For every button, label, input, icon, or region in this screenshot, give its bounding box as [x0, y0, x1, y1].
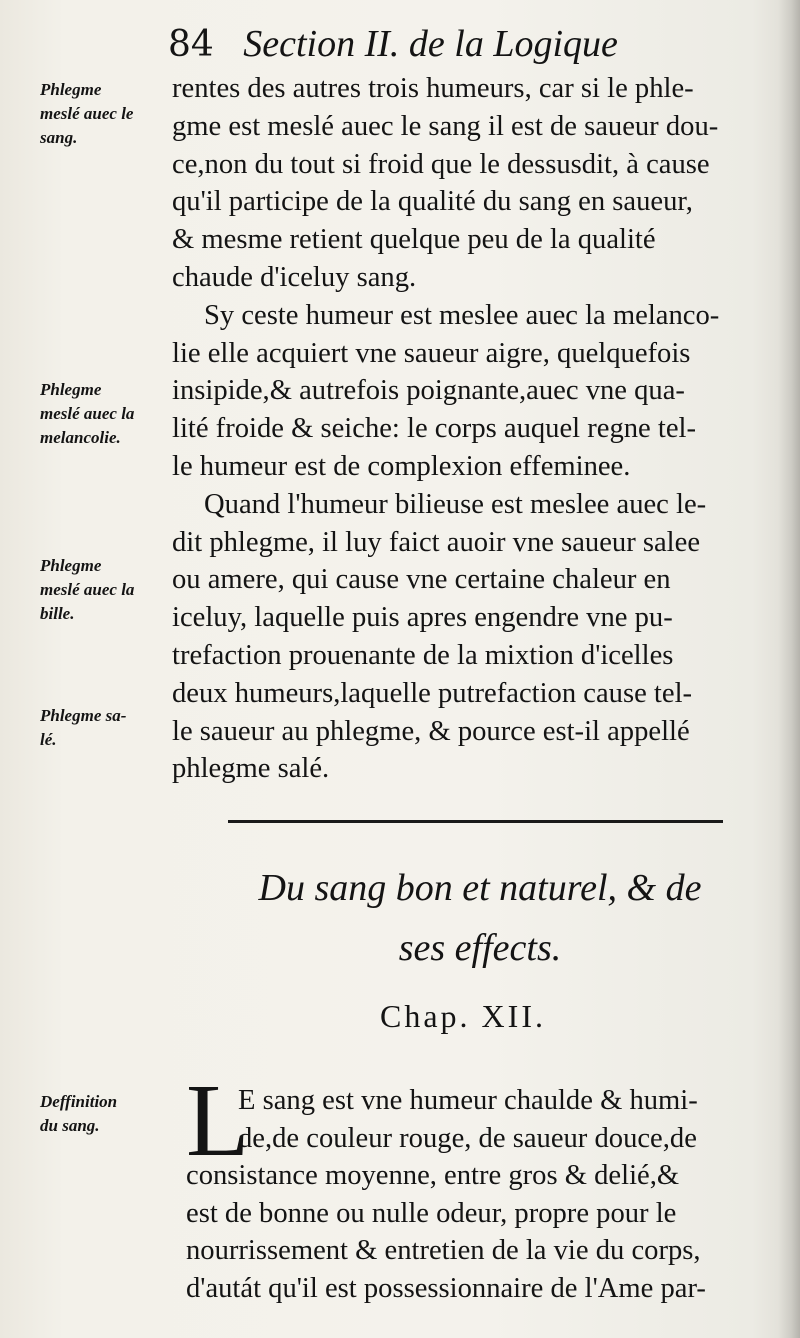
margin-note-line: sang. [40, 128, 78, 147]
chapter-number: Chap. XII. [380, 998, 546, 1034]
margin-note-line: melancolie. [40, 428, 121, 447]
text-line: ce,non du tout si froid que le dessusdit, à cause [172, 148, 710, 180]
margin-note-line: Phlegme [40, 80, 102, 99]
margin-note-line: Phlegme [40, 556, 102, 575]
text-line: trefaction prouenante de la mixtion d'icelles [172, 639, 674, 671]
chapter-body [186, 1082, 776, 1307]
text-line: Quand l'humeur bilieuse est meslee auec le- [204, 488, 707, 520]
text-line: chaude d'iceluy sang. [172, 261, 417, 293]
text-line: ou amere, qui cause vne certaine chaleur en [172, 564, 671, 596]
text-line: nourrissement & entretien de la vie du corps, [186, 1235, 701, 1266]
text-line: insipide,& autrefois poignante,auec vne qua- [172, 375, 685, 407]
page-number: 84 [168, 24, 214, 65]
text-line: rentes des autres trois humeurs, car si le phle- [172, 73, 694, 104]
margin-note-line: Phlegme [40, 380, 102, 399]
section-divider [228, 820, 723, 823]
text-line: iceluy, laquelle puis apres engendre vne pu- [172, 602, 673, 634]
margin-note-line: Deffinition [40, 1092, 118, 1111]
margin-note-phlegme-melancolie [40, 378, 134, 450]
text-line: consistance moyenne, entre gros & delié,& [186, 1160, 680, 1191]
margin-note-line: Phlegme sa- [40, 706, 127, 725]
text-line: est de bonne ou nulle odeur, propre pour le [186, 1197, 677, 1229]
margin-note-line: meslé auec la [40, 580, 135, 599]
margin-note-phlegme-sang [40, 78, 133, 150]
text-line: de,de couleur rouge, de saueur douce,de [238, 1122, 697, 1154]
margin-note-deffinition [40, 1090, 117, 1138]
text-line: gme est meslé auec le sang il est de saueur dou- [172, 110, 719, 142]
drop-cap: L [186, 1063, 250, 1178]
text-line: dit phlegme, il luy faict auoir vne saueur salee [172, 526, 701, 558]
margin-note-line: bille. [40, 604, 75, 623]
margin-note-line: meslé auec la [40, 404, 135, 423]
text-line: le humeur est de complexion effeminee. [172, 450, 631, 482]
running-title: Section II. de la Logique [243, 23, 618, 65]
text-line: d'autát qu'il est possessionnaire de l'Ame par- [186, 1272, 706, 1304]
margin-note-phlegme-bille [40, 554, 134, 626]
text-line: & mesme retient quelque peu de la qualité [172, 224, 656, 256]
text-line: qu'il participe de la qualité du sang en saueur, [172, 186, 693, 218]
chapter-title [160, 858, 800, 978]
margin-note-phlegme-sale [40, 704, 126, 752]
binding-shadow [778, 0, 800, 1338]
chapter-title-line: ses effects. [398, 927, 562, 969]
margin-note-line: lé. [40, 730, 57, 749]
text-line: deux humeurs,laquelle putrefaction cause tel- [172, 677, 693, 709]
chapter-title-line: Du sang bon et naturel, & de [258, 867, 702, 909]
body-text [172, 70, 772, 788]
running-header [168, 22, 688, 70]
text-line: E sang est vne humeur chaulde & humi- [238, 1085, 698, 1116]
text-line: phlegme salé. [172, 753, 330, 785]
margin-note-line: du sang. [40, 1116, 100, 1135]
text-line: lie elle acquiert vne saueur aigre, quelquefois [172, 337, 691, 369]
text-line: lité froide & seiche: le corps auquel regne tel- [172, 413, 696, 445]
text-line: le saueur au phlegme, & pource est-il appellé [172, 715, 690, 747]
margin-note-line: meslé auec le [40, 104, 134, 123]
text-line: Sy ceste humeur est meslee auec la melanco- [204, 299, 720, 331]
